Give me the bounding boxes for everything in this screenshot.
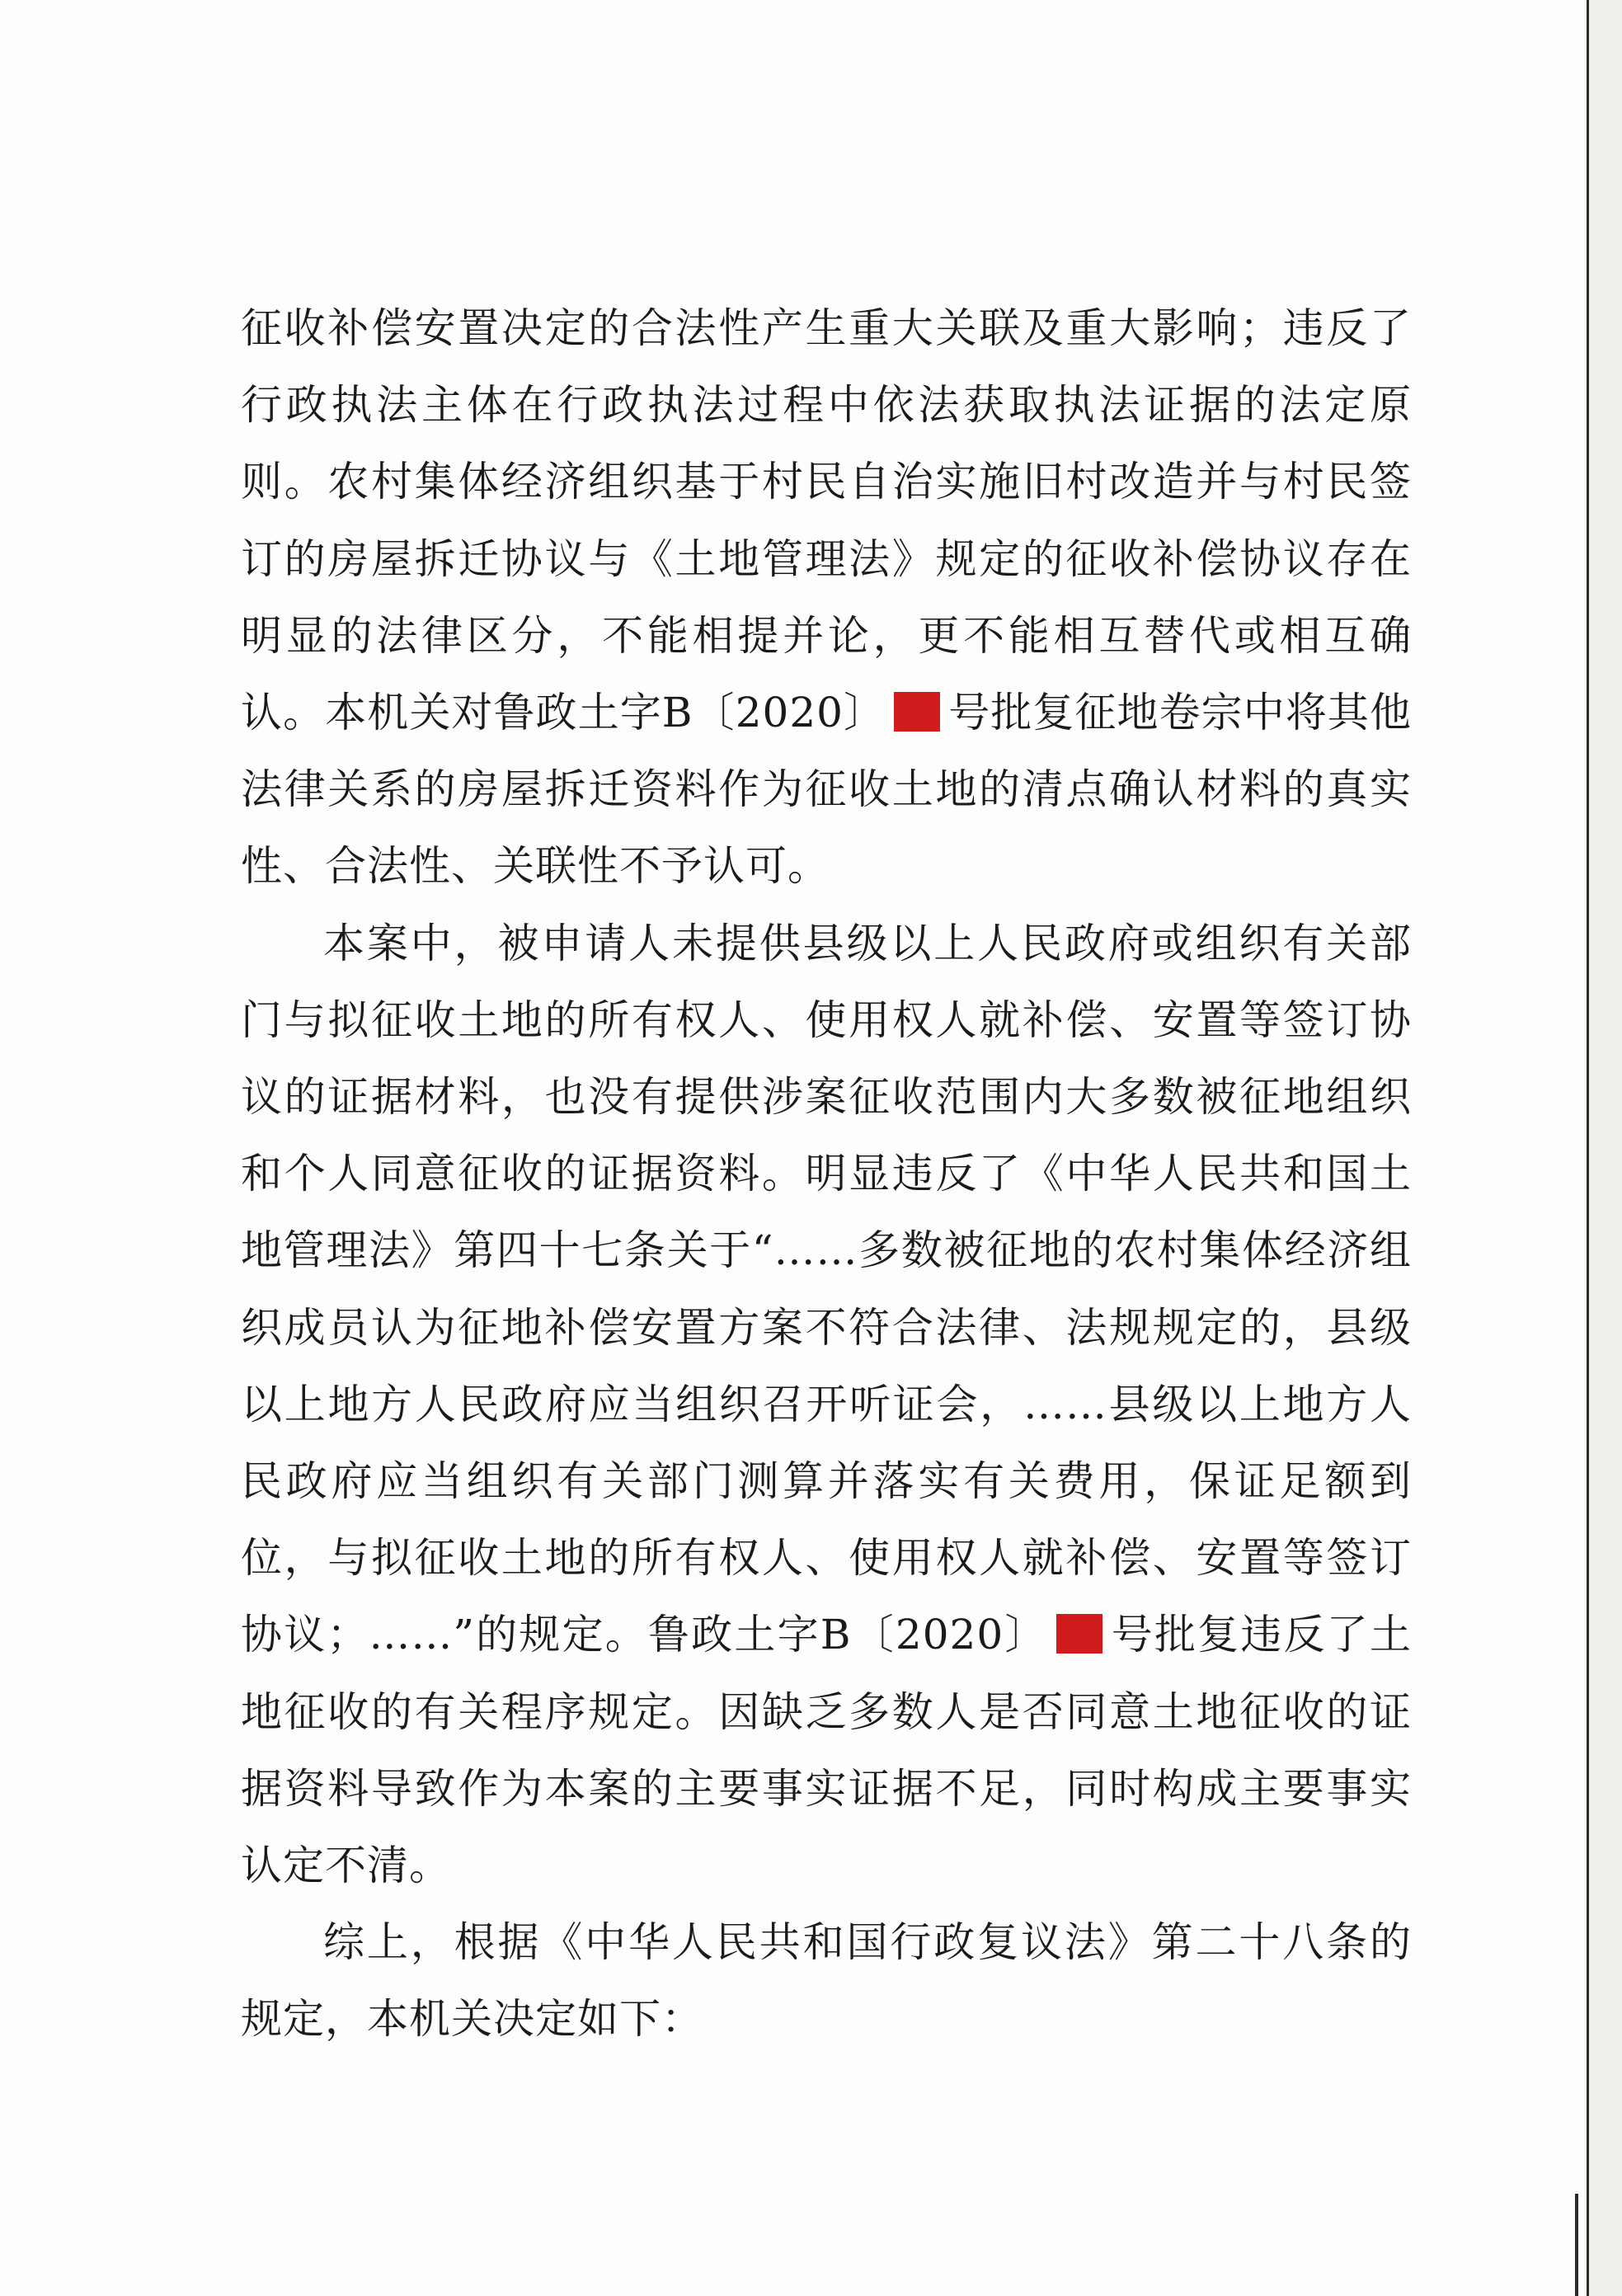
redaction-block xyxy=(1056,1614,1102,1654)
paragraph-2-text-a: 本案中，被申请人未提供县级以上人民政府或组织有关部门与拟征收土地的所有权人、使用权人就补偿、安置等签订协议的证据材料，也没有提供涉案征收范围内大多数被征地组织和个人同意征收的证据资料。明显违反了《中华人民共和国土地管理法》第四十七条关于“……多数被征地的农村集体经济组织成员认为征地补偿安置方案不符合法律、法规规定的，县级以上地方人民政府应当组织召开听证会，……县级以上地方人民政府应当组织有关部门测算并落实有关费用，保证足额到位，与拟征收土地的所有权人、使用权人就补偿、安置等签订协议；……”的规定。鲁政土字B〔2020〕 xyxy=(241,919,1412,1659)
paragraph-1 xyxy=(241,290,1412,906)
paragraph-2-text-b: 号批复违反了土地征收的有关程序规定。因缺乏多数人是否同意土地征收的证据资料导致作为本案的主要事实证据不足，同时构成主要事实认定不清。 xyxy=(241,1611,1412,1890)
paragraph-3-text: 综上，根据《中华人民共和国行政复议法》第二十八条的规定，本机关决定如下： xyxy=(241,1918,1412,2044)
document-body xyxy=(241,290,1412,2058)
scan-edge xyxy=(1587,0,1622,2296)
redaction-block xyxy=(894,692,940,732)
paragraph-3 xyxy=(241,1904,1412,2058)
paragraph-1-text-b: 号批复征地卷宗中将其他法律关系的房屋拆迁资料作为征收土地的清点确认材料的真实性、合法性、关联性不予认可。 xyxy=(241,689,1412,891)
paragraph-1-text-a: 征收补偿安置决定的合法性产生重大关联及重大影响；违反了行政执法主体在行政执法过程中依法获取执法证据的法定原则。农村集体经济组织基于村民自治实施旧村改造并与村民签订的房屋拆迁协议与《土地管理法》规定的征收补偿协议存在明显的法律区分，不能相提并论，更不能相互替代或相互确认。本机关对鲁政土字B〔2020〕 xyxy=(241,304,1412,737)
scan-edge-mark xyxy=(1575,2194,1578,2296)
paragraph-2 xyxy=(241,906,1412,1905)
